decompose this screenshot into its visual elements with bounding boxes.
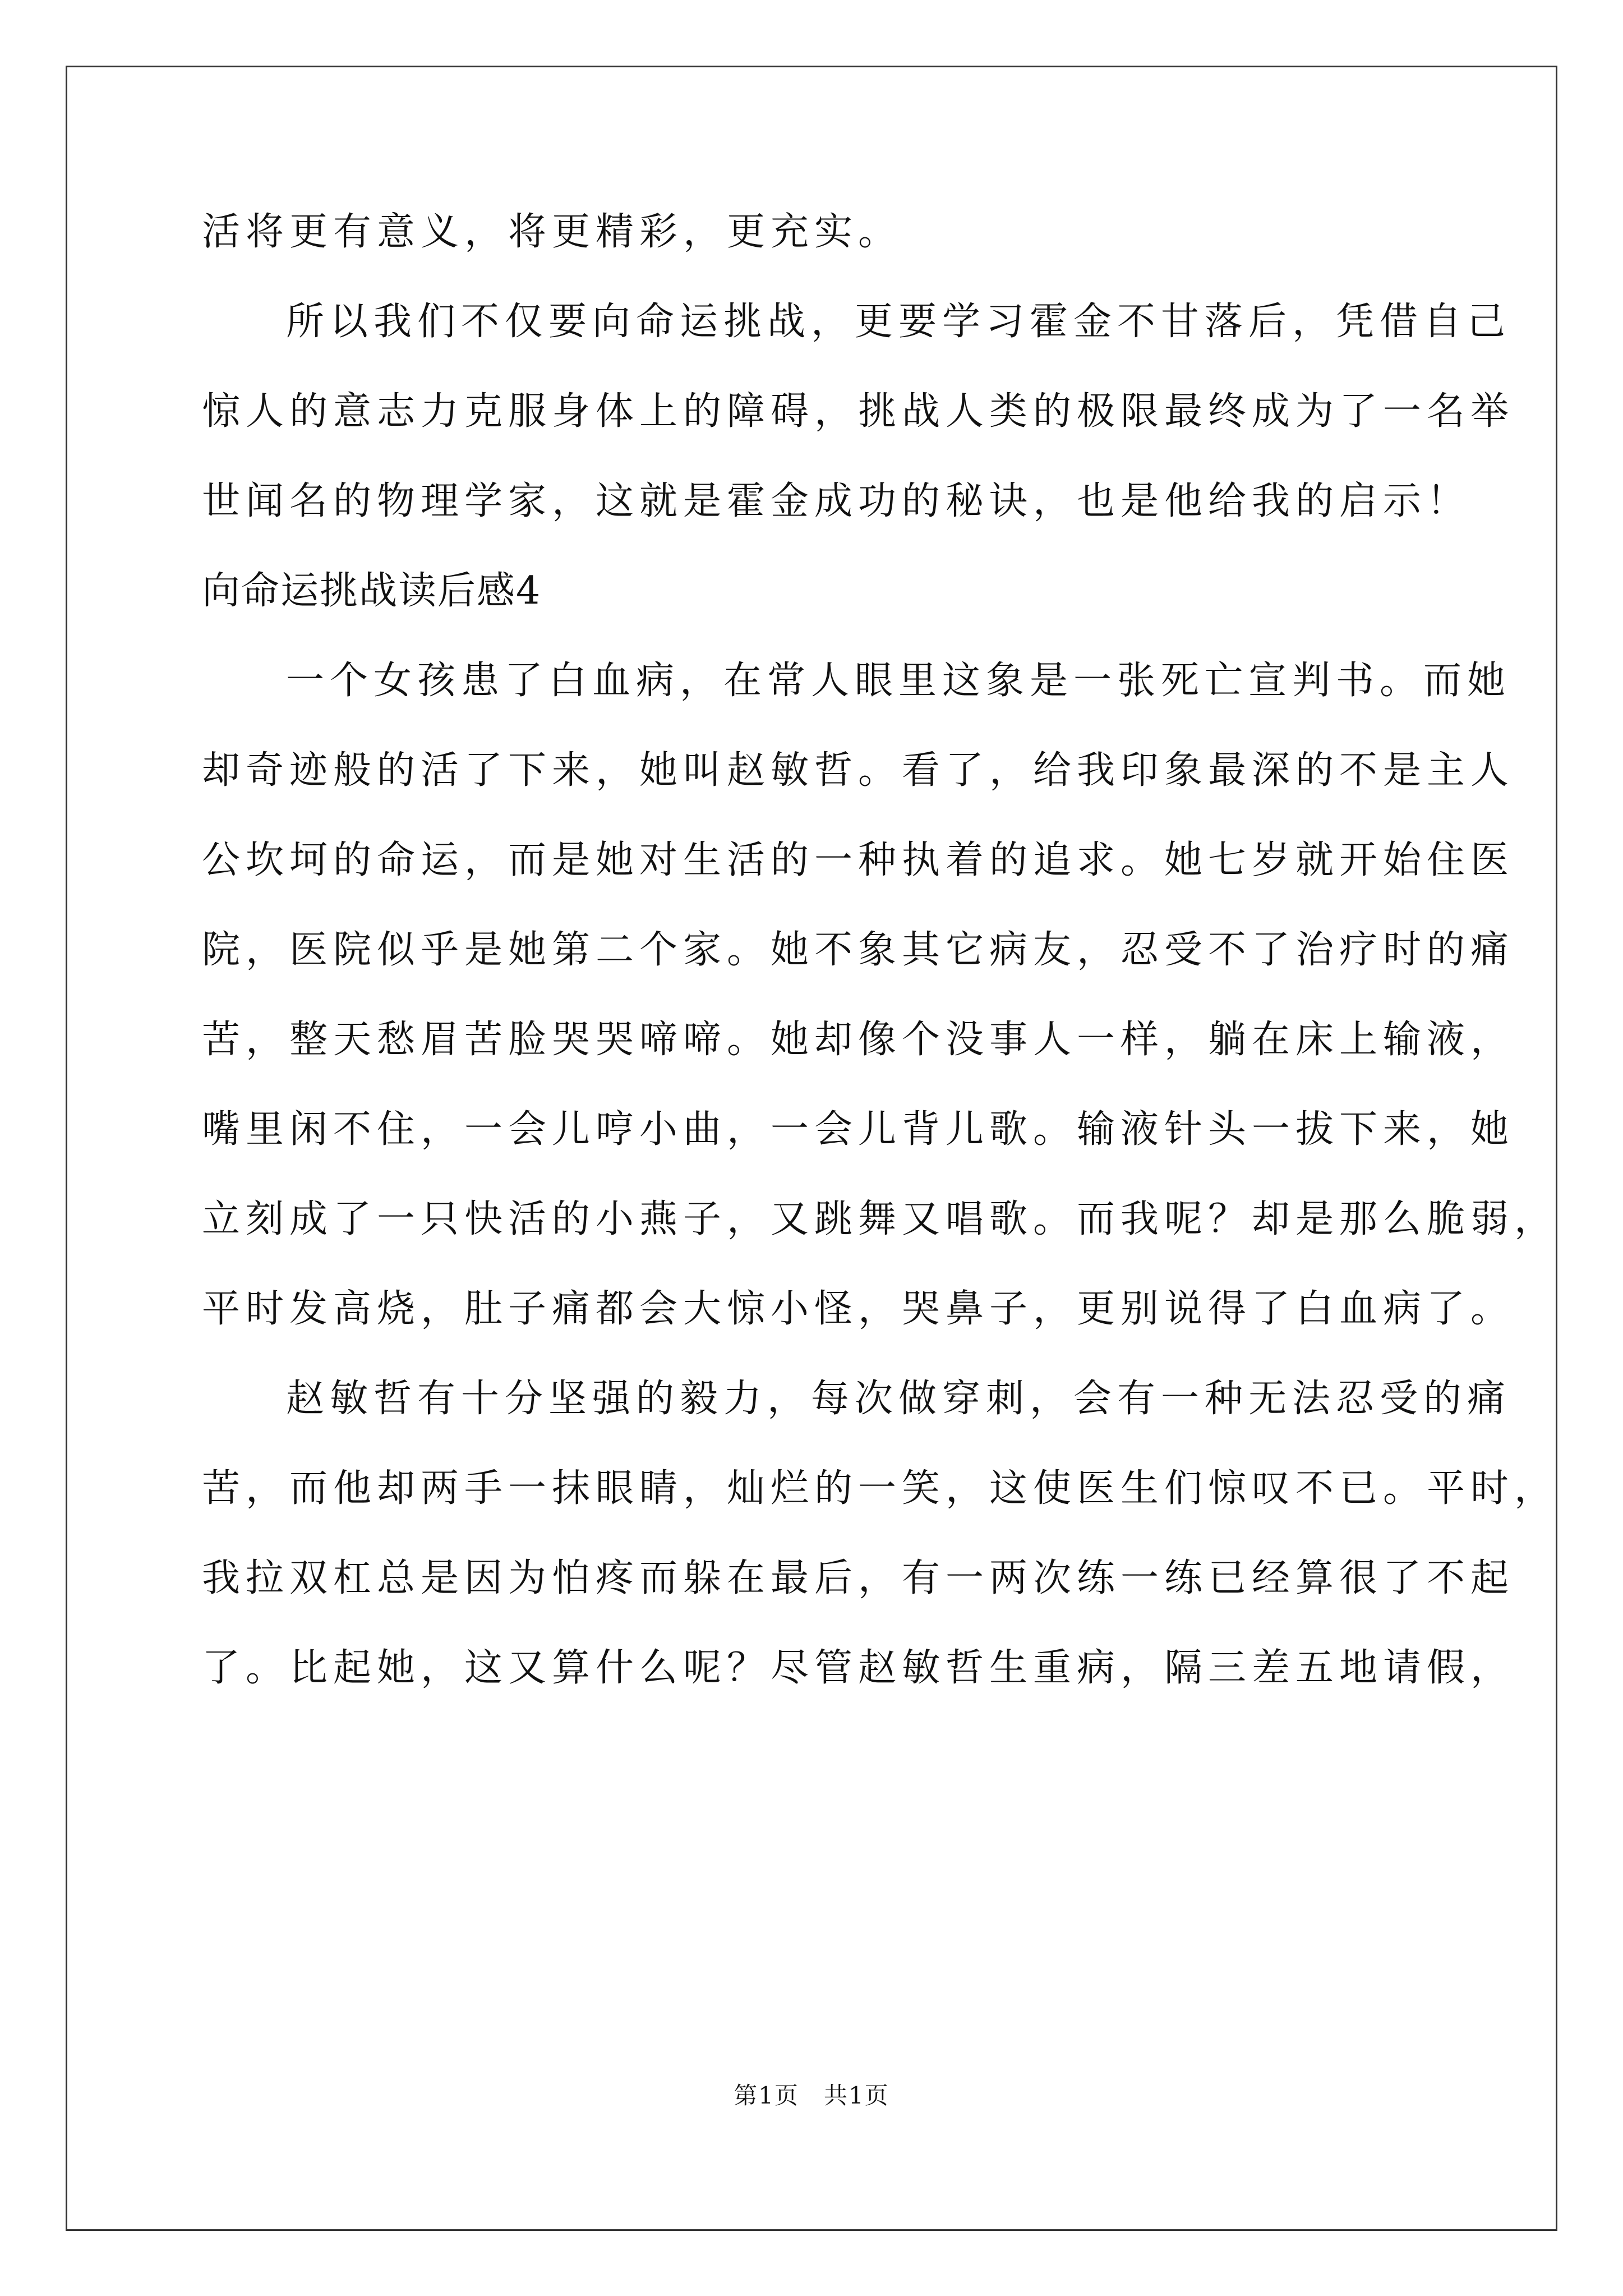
page-number-footer: 第1页 共1页 xyxy=(734,2082,889,2109)
text-line: 嘴里闲不住，一会儿哼小曲，一会儿背儿歌。输液针头一拔下来，她 xyxy=(202,1107,1515,1152)
section-heading: 向命运挑战读后感4 xyxy=(202,569,542,613)
text-line: 了。比起她，这又算什么呢？尽管赵敏哲生重病，隔三差五地请假， xyxy=(202,1646,1515,1690)
text-line: 所以我们不仅要向命运挑战，更要学习霍金不甘落后，凭借自己 xyxy=(286,300,1511,344)
text-line: 公坎坷的命运，而是她对生活的一种执着的追求。她七岁就开始住医 xyxy=(202,838,1515,882)
document-body xyxy=(202,210,1559,1739)
text-line: 却奇迹般的活了下来，她叫赵敏哲。看了，给我印象最深的不是主人 xyxy=(202,748,1515,793)
text-line: 苦，整天愁眉苦脸哭哭啼啼。她却像个没事人一样，躺在床上输液， xyxy=(202,1018,1515,1062)
text-line: 惊人的意志力克服身体上的障碍，挑战人类的极限最终成为了一名举 xyxy=(202,389,1515,434)
text-line: 活将更有意义，将更精彩，更充实。 xyxy=(202,210,902,254)
text-line: 平时发高烧，肚子痛都会大惊小怪，哭鼻子，更别说得了白血病了。 xyxy=(202,1287,1515,1331)
text-line: 赵敏哲有十分坚强的毅力，每次做穿刺，会有一种无法忍受的痛 xyxy=(286,1377,1511,1421)
text-line: 院，医院似乎是她第二个家。她不象其它病友，忍受不了治疗时的痛 xyxy=(202,928,1515,972)
text-line: 我拉双杠总是因为怕疼而躲在最后，有一两次练一练已经算很了不起 xyxy=(202,1556,1515,1600)
text-line: 一个女孩患了白血病，在常人眼里这象是一张死亡宣判书。而她 xyxy=(286,659,1511,703)
text-line: 立刻成了一只快活的小燕子，又跳舞又唱歌。而我呢？却是那么脆弱， xyxy=(202,1197,1559,1241)
text-line: 苦，而他却两手一抹眼睛，灿烂的一笑，这使医生们惊叹不已。平时， xyxy=(202,1466,1559,1511)
text-line: 世闻名的物理学家，这就是霍金成功的秘诀，也是他给我的启示！ xyxy=(202,479,1471,523)
